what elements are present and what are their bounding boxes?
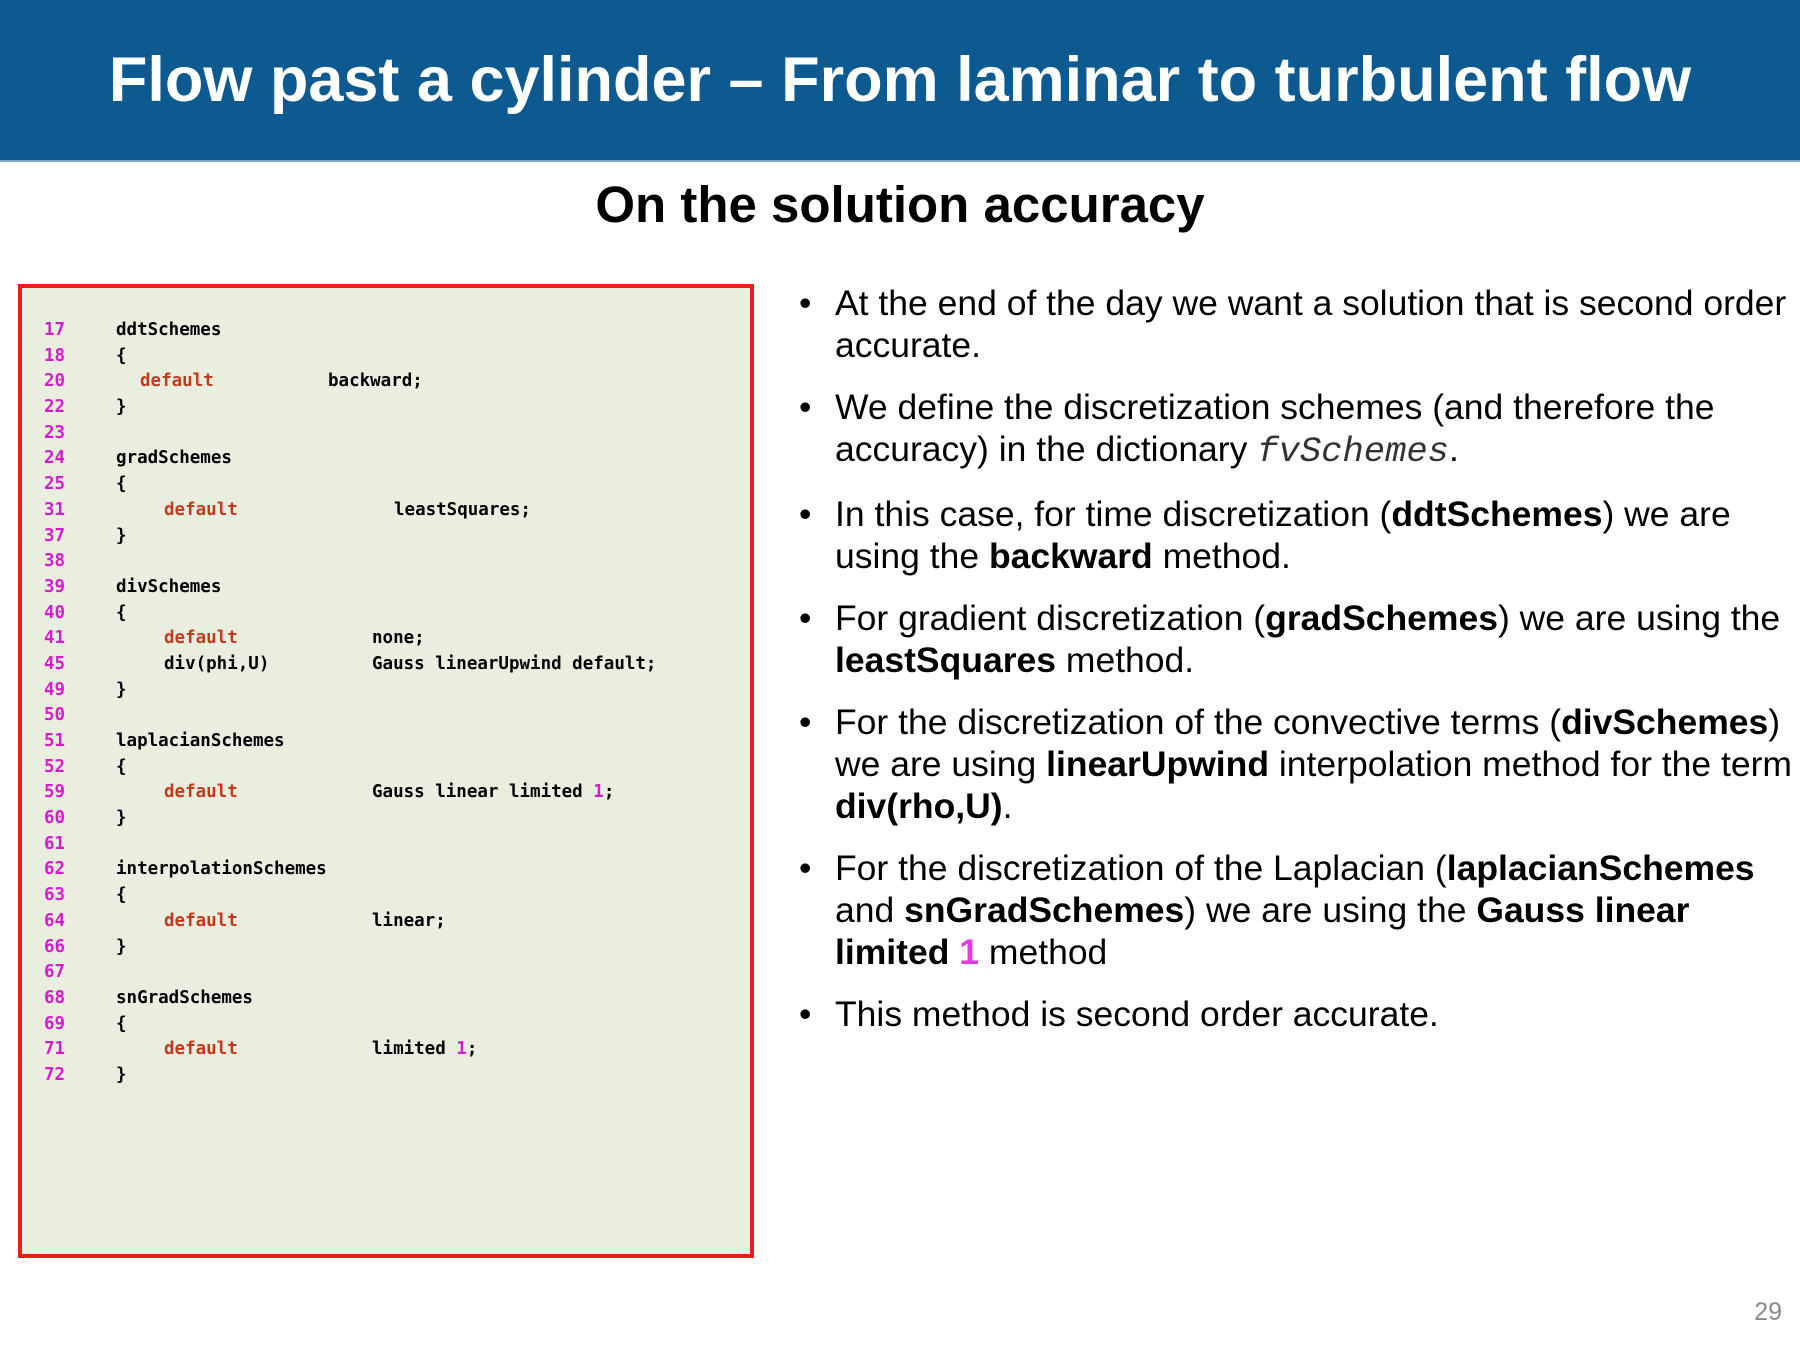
bullet-text: ) we are using the — [1184, 890, 1477, 930]
code-token: } — [116, 525, 127, 546]
code-token: } — [116, 679, 127, 700]
line-number: 68 — [44, 987, 66, 1008]
line-number: 20 — [44, 371, 66, 392]
line-number: 24 — [44, 448, 66, 469]
line-number: 17 — [44, 320, 66, 340]
code-listing-box — [18, 284, 754, 1258]
bullet-text: . — [1002, 786, 1013, 826]
line-number: 18 — [44, 345, 66, 366]
code-token: snGradSchemes — [116, 987, 253, 1008]
code-value-text: linear; — [372, 910, 446, 931]
bullet-item — [792, 597, 1792, 681]
code-keyword: default — [164, 782, 238, 803]
slide-header — [0, 0, 1800, 162]
code-value — [372, 626, 425, 652]
line-number: 63 — [44, 885, 66, 906]
bullet-text: For gradient discretization ( — [835, 598, 1266, 638]
bullet-item — [792, 493, 1792, 577]
code-value-text: none; — [372, 628, 425, 649]
line-number: 45 — [44, 653, 66, 674]
code-token: laplacianSchemes — [116, 731, 285, 751]
code-value-text: backward; — [328, 371, 423, 392]
code-value — [372, 909, 446, 935]
code-value-text: leastSquares; — [394, 499, 531, 520]
code-keyword: default — [164, 1039, 238, 1060]
code-keyword: default — [164, 628, 238, 649]
bullet-text: This method is second order accurate. — [835, 994, 1439, 1034]
bullet-text: For the discretization of the convective terms ( — [835, 702, 1562, 742]
line-number: 67 — [44, 962, 66, 983]
code-token: { — [116, 756, 127, 777]
bullet-item — [792, 701, 1792, 827]
code-semicolon: ; — [603, 782, 615, 803]
bullet-list — [792, 282, 1792, 1055]
page-number: 29 — [1754, 1298, 1782, 1326]
limiter-value: 1 — [959, 932, 980, 972]
code-value — [372, 780, 614, 806]
code-number: 1 — [456, 1039, 467, 1060]
bullet-dot-icon: • — [799, 702, 812, 742]
bullet-text: ) we are using the — [835, 494, 1731, 576]
code-keyword: default — [164, 499, 238, 520]
bullet-text: ) we are using the — [1497, 598, 1781, 638]
line-number: 60 — [44, 808, 66, 829]
bullet-text: For the discretization of the Laplacian ( — [835, 848, 1447, 888]
bullet-text: and — [835, 890, 905, 930]
code-token: divSchemes — [116, 576, 222, 597]
bold-term: linearUpwind — [1046, 744, 1270, 784]
bold-term: backward — [988, 536, 1153, 576]
line-number: 71 — [44, 1039, 66, 1060]
bullet-text: In this case, for time discretization ( — [835, 494, 1392, 534]
bold-term: Gauss linear limited — [835, 890, 1690, 972]
bullet-dot-icon: • — [799, 994, 812, 1034]
bullet-dot-icon: • — [799, 283, 812, 323]
code-token: } — [116, 1064, 127, 1085]
code-token: } — [116, 808, 127, 829]
bold-term: leastSquares — [835, 640, 1057, 680]
line-number: 39 — [44, 576, 66, 597]
line-number: 66 — [44, 936, 66, 957]
bold-term: ddtSchemes — [1391, 494, 1603, 534]
line-number: 40 — [44, 602, 66, 623]
bullet-item — [792, 993, 1792, 1035]
line-number: 72 — [44, 1064, 66, 1085]
code-token: } — [116, 397, 127, 418]
dictionary-name: fvSchemes — [1257, 431, 1449, 472]
line-number: 61 — [44, 833, 66, 854]
bullet-dot-icon: • — [799, 387, 812, 427]
slide-title: Flow past a cylinder – From laminar to turbulent flow — [108, 45, 1692, 115]
code-token: } — [116, 936, 127, 957]
bullet-text: method. — [1152, 536, 1291, 576]
code-number: 1 — [593, 782, 604, 803]
line-number: 41 — [44, 628, 66, 649]
line-number: 62 — [44, 859, 66, 880]
code-token: { — [116, 602, 127, 623]
code-value — [394, 498, 531, 524]
line-number: 64 — [44, 910, 66, 931]
code-keyword: default — [164, 910, 238, 931]
code-value-text: Gauss linearUpwind default; — [372, 653, 657, 674]
bold-term: snGradSchemes — [904, 890, 1185, 930]
code-token: interpolationSchemes — [116, 859, 327, 880]
line-number: 69 — [44, 1013, 66, 1034]
code-value-text: limited — [372, 1039, 457, 1060]
code-entry-name: div(phi,U) — [164, 653, 270, 674]
line-number: 22 — [44, 397, 66, 418]
bullet-text: ) we are using — [835, 702, 1781, 784]
code-token: { — [116, 474, 127, 495]
code-value — [372, 1037, 477, 1063]
bullet-text: We define the discretization schemes (and therefore the accuracy) in the dictionary — [835, 387, 1715, 469]
bold-term: div(rho,U) — [835, 786, 1003, 826]
line-number: 37 — [44, 525, 66, 546]
code-token: { — [116, 1013, 127, 1034]
line-number: 49 — [44, 679, 66, 700]
bullet-item — [792, 386, 1792, 473]
bold-term: gradSchemes — [1265, 598, 1498, 638]
bullet-text: interpolation method for the term — [1269, 744, 1792, 784]
line-number: 50 — [44, 705, 66, 726]
code-token: gradSchemes — [116, 448, 232, 469]
bullet-item — [792, 847, 1792, 973]
slide-subtitle: On the solution accuracy — [595, 176, 1205, 233]
code-token: { — [116, 885, 127, 906]
code-value — [372, 652, 656, 678]
bullet-dot-icon: • — [799, 494, 812, 534]
line-number: 31 — [44, 499, 66, 520]
line-number: 51 — [44, 731, 66, 751]
bullet-dot-icon: • — [799, 848, 812, 888]
line-number: 25 — [44, 474, 66, 495]
bold-term: laplacianSchemes — [1446, 848, 1755, 888]
code-semicolon: ; — [466, 1039, 478, 1060]
bullet-text: method. — [1056, 640, 1195, 680]
bullet-text: method — [979, 932, 1108, 972]
bullet-item — [792, 282, 1792, 366]
code-value-text: Gauss linear limited — [372, 782, 594, 803]
code-value — [328, 369, 423, 395]
code-token: { — [116, 345, 127, 366]
line-number: 52 — [44, 756, 66, 777]
code-keyword: default — [140, 371, 214, 392]
bullet-text: . — [1448, 429, 1459, 469]
line-number: 23 — [44, 422, 66, 443]
bullet-text: At the end of the day we want a solution that is second order accurate. — [835, 283, 1787, 365]
bold-term: divSchemes — [1561, 702, 1769, 742]
line-number: 38 — [44, 551, 66, 572]
code-token: ddtSchemes — [116, 320, 222, 340]
line-number: 59 — [44, 782, 66, 803]
bullet-dot-icon: • — [799, 598, 812, 638]
